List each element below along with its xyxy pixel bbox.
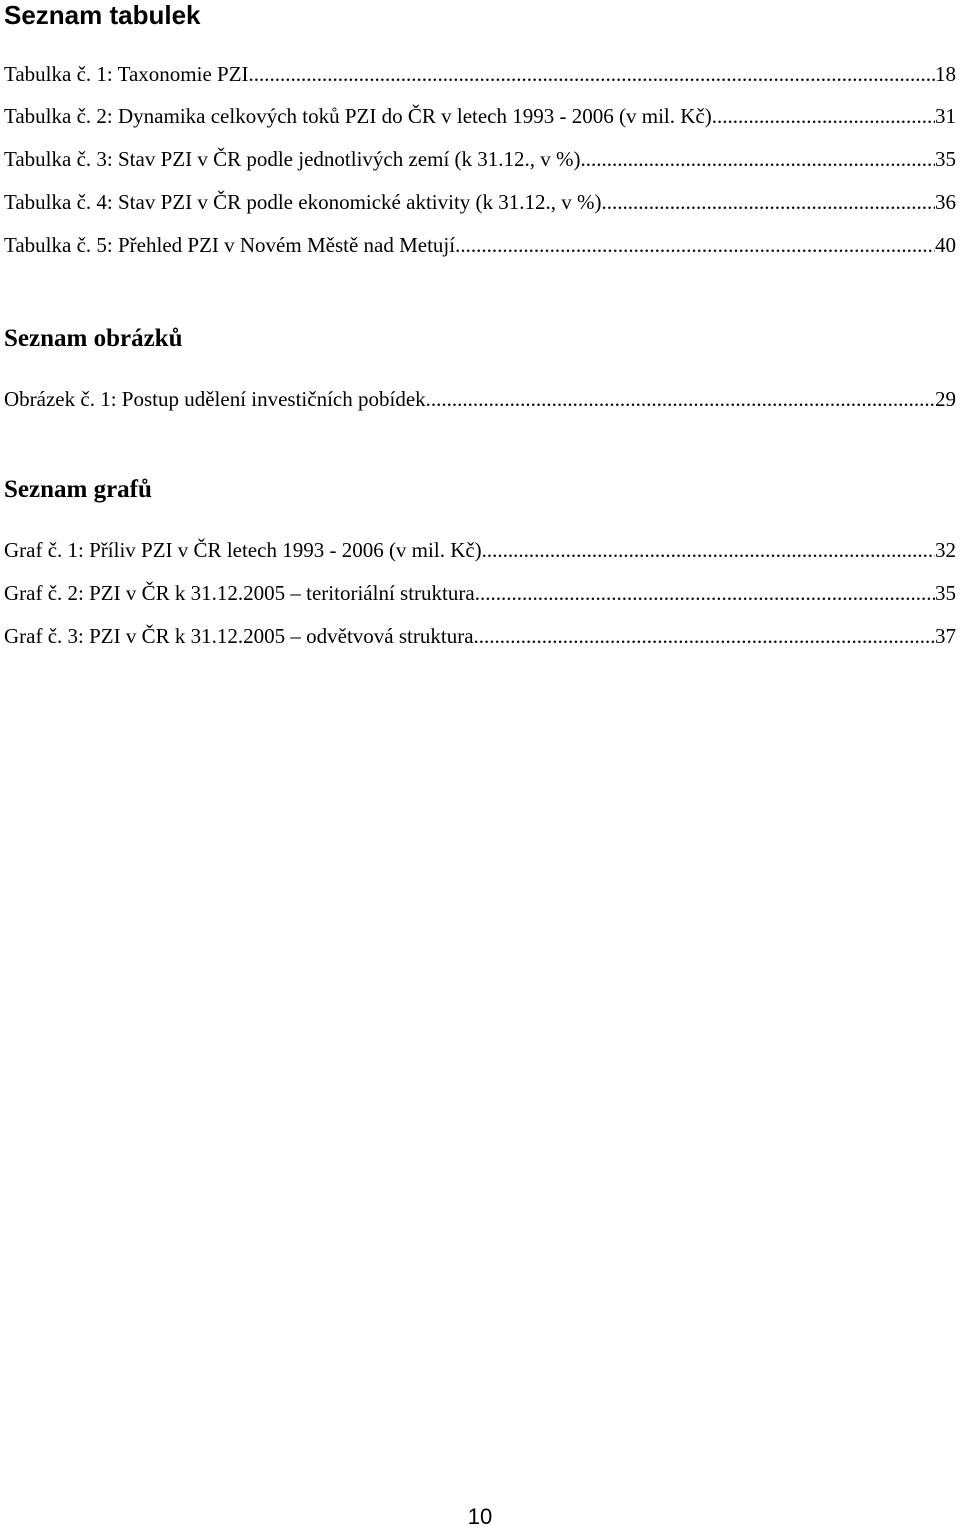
toc-entry-title: Tabulka č. 5: Přehled PZI v Novém Městě nad Metují xyxy=(4,233,456,257)
toc-entry-table-4[interactable] xyxy=(4,187,956,217)
dot-leader xyxy=(426,384,935,414)
toc-entry-page: 35 xyxy=(935,147,956,171)
toc-entry-title: Tabulka č. 3: Stav PZI v ČR podle jednotlivých zemí (k 31.12., v %) xyxy=(4,147,581,171)
dot-leader xyxy=(602,187,935,217)
toc-entry-title: Obrázek č. 1: Postup udělení investičních pobídek xyxy=(4,387,426,411)
toc-entry-table-5[interactable] xyxy=(4,230,956,260)
toc-entry-page: 32 xyxy=(935,538,956,562)
toc-entry-table-2[interactable] xyxy=(4,101,956,131)
toc-entry-title: Graf č. 3: PZI v ČR k 31.12.2005 – odvětvová struktura xyxy=(4,624,474,648)
toc-entry-title: Tabulka č. 2: Dynamika celkových toků PZI do ČR v letech 1993 - 2006 (v mil. Kč) xyxy=(4,104,712,128)
toc-entry-title: Tabulka č. 1: Taxonomie PZI xyxy=(4,62,249,86)
toc-entry-page: 40 xyxy=(935,233,956,257)
toc-entry-page: 37 xyxy=(935,624,956,648)
toc-entry-title: Tabulka č. 4: Stav PZI v ČR podle ekonomické aktivity (k 31.12., v %) xyxy=(4,190,602,214)
dot-leader xyxy=(482,535,935,565)
toc-entry-page: 31 xyxy=(935,104,956,128)
graphs-list-heading: Seznam grafů xyxy=(4,476,152,503)
toc-entry-graph-1[interactable] xyxy=(4,535,956,565)
toc-entry-table-3[interactable] xyxy=(4,144,956,174)
figures-list-heading: Seznam obrázků xyxy=(4,325,183,352)
dot-leader xyxy=(712,101,935,131)
toc-entry-figure-1[interactable] xyxy=(4,384,956,414)
tables-list-heading: Seznam tabulek xyxy=(4,0,201,30)
toc-entry-title: Graf č. 1: Příliv PZI v ČR letech 1993 - 2006 (v mil. Kč) xyxy=(4,538,482,562)
toc-entry-page: 35 xyxy=(935,581,956,605)
toc-entry-page: 29 xyxy=(935,387,956,411)
dot-leader xyxy=(581,144,935,174)
toc-entry-table-1[interactable] xyxy=(4,59,956,89)
toc-entry-title: Graf č. 2: PZI v ČR k 31.12.2005 – teritoriální struktura xyxy=(4,581,475,605)
toc-entry-page: 36 xyxy=(935,190,956,214)
toc-entry-graph-3[interactable] xyxy=(4,621,956,651)
toc-entry-graph-2[interactable] xyxy=(4,578,956,608)
dot-leader xyxy=(249,59,935,89)
page-number: 10 xyxy=(467,1504,493,1529)
toc-entry-page: 18 xyxy=(935,62,956,86)
dot-leader xyxy=(455,230,935,260)
dot-leader xyxy=(474,621,935,651)
dot-leader xyxy=(475,578,935,608)
